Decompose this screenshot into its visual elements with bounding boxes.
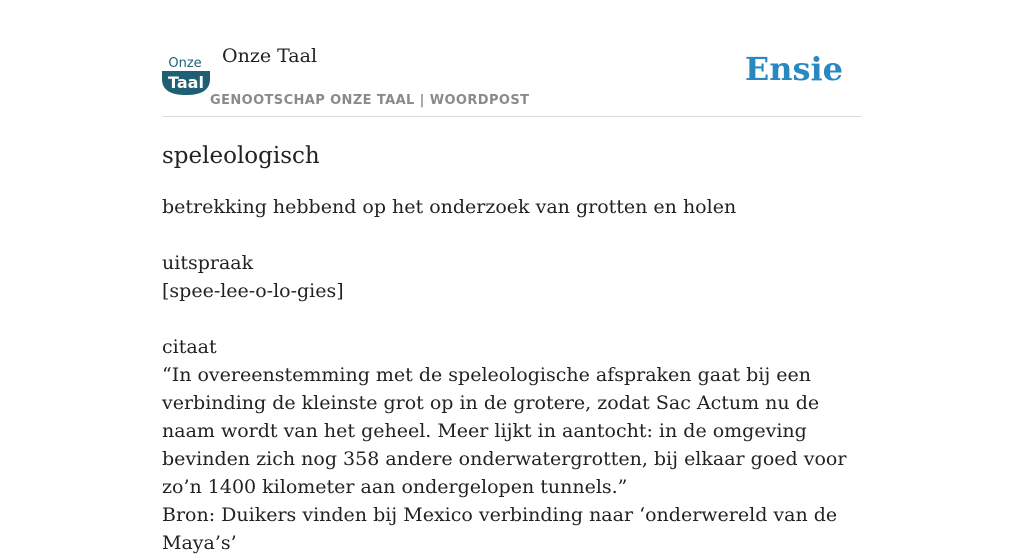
logo-bottom-text: Taal xyxy=(168,73,204,92)
pronunciation-block xyxy=(162,249,862,305)
pronunciation-text: [spee-lee-o-lo-gies] xyxy=(162,280,344,302)
onze-taal-logo[interactable] xyxy=(162,53,210,96)
ensie-logo-link[interactable]: Ensie xyxy=(744,50,843,88)
brand-subtitle: GENOOTSCHAP ONZE TAAL | WOORDPOST xyxy=(210,93,530,108)
quote-source: Bron: Duikers vinden bij Mexico verbinding naar ‘onderwereld van de Maya’s’ xyxy=(162,504,838,554)
entry-title: speleologisch xyxy=(162,143,320,169)
definition-block xyxy=(162,193,862,221)
quote-block xyxy=(162,333,862,557)
definition-text: betrekking hebbend op het onderzoek van grotten en holen xyxy=(162,196,737,218)
quote-text: “In overeenstemming met de speleologische afspraken gaat bij een verbinding de kleinste grot op in de grotere, zodat Sac Actum nu de naam wordt van het geheel. Meer lijkt in aantocht: in de omgeving bevinden zich nog 358 andere onderwatergrotten, bij elkaar goed voor zo’n 1400 kilometer aan ondergelopen tunnels.” xyxy=(162,364,847,498)
pronunciation-label: uitspraak xyxy=(162,252,254,274)
page xyxy=(162,0,862,557)
quote-label: citaat xyxy=(162,336,217,358)
site-header xyxy=(162,0,862,117)
logo-top-text: Onze xyxy=(168,56,202,71)
entry-body xyxy=(162,193,862,557)
brand-name[interactable]: Onze Taal xyxy=(222,45,318,67)
